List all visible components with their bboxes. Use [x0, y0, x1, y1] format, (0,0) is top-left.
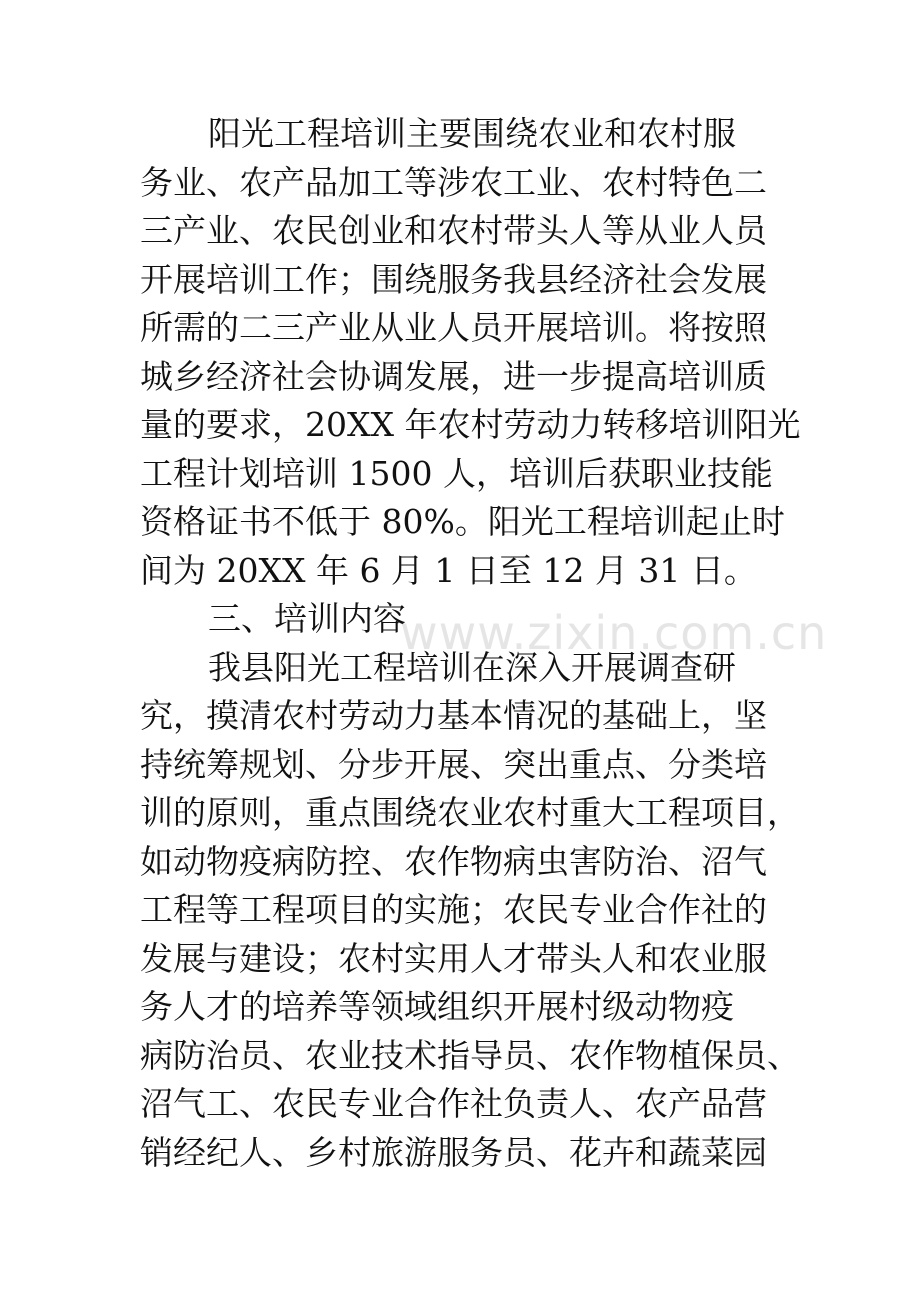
paragraph-2-line-6: 工程等工程项目的实施；农民专业合作社的 — [140, 890, 767, 929]
paragraph-2-line-10: 沼气工、农民专业合作社负责人、农产品营 — [140, 1084, 767, 1123]
section-heading: 三、培训内容 — [208, 599, 406, 638]
paragraph-1-line-3: 三产业、农民创业和农村带头人等从业人员 — [140, 211, 767, 250]
watermark-text: www.zixin.com.cn — [400, 606, 828, 660]
paragraph-1-line-2: 务业、农产品加工等涉农工业、农村特色二 — [140, 162, 767, 202]
paragraph-2-line-2: 究，摸清农村劳动力基本情况的基础上，坚 — [140, 696, 767, 735]
paragraph-2-line-9: 病防治员、农业技术指导员、农作物植保员、 — [140, 1035, 800, 1075]
paragraph-2-line-3: 持统筹规划、分步开展、突出重点、分类培 — [140, 744, 767, 784]
paragraph-1-line-8: 工程计划培训 1500 人，培训后获职业技能 — [140, 453, 773, 493]
paragraph-1-line-7: 量的要求，20XX 年农村劳动力转移培训阳光 — [140, 405, 801, 444]
paragraph-2-line-1: 我县阳光工程培训在深入开展调查研 — [208, 647, 736, 687]
paragraph-2-line-11: 销经纪人、乡村旅游服务员、花卉和蔬菜园 — [140, 1132, 767, 1172]
paragraph-1-line-4: 开展培训工作；围绕服务我县经济社会发展 — [140, 259, 767, 299]
paragraph-2-line-8: 务人才的培养等领域组织开展村级动物疫 — [140, 987, 734, 1026]
paragraph-1-line-1: 阳光工程培训主要围绕农业和农村服 — [208, 114, 736, 153]
paragraph-1-line-10: 间为 20XX 年 6 月 1 日至 12 月 31 日。 — [140, 550, 757, 590]
paragraph-1-line-5: 所需的二三产业从业人员开展培训。将按照 — [140, 308, 767, 347]
paragraph-2-line-4: 训的原则，重点围绕农业农村重大工程项目， — [140, 793, 800, 832]
paragraph-1-line-9: 资格证书不低于 80%。阳光工程培训起止时 — [140, 502, 785, 541]
paragraph-2-line-5: 如动物疫病防控、农作物病虫害防治、沼气 — [140, 841, 767, 881]
paragraph-1-line-6: 城乡经济社会协调发展，进一步提高培训质 — [140, 356, 767, 396]
paragraph-2-line-7: 发展与建设；农村实用人才带头人和农业服 — [140, 938, 767, 978]
